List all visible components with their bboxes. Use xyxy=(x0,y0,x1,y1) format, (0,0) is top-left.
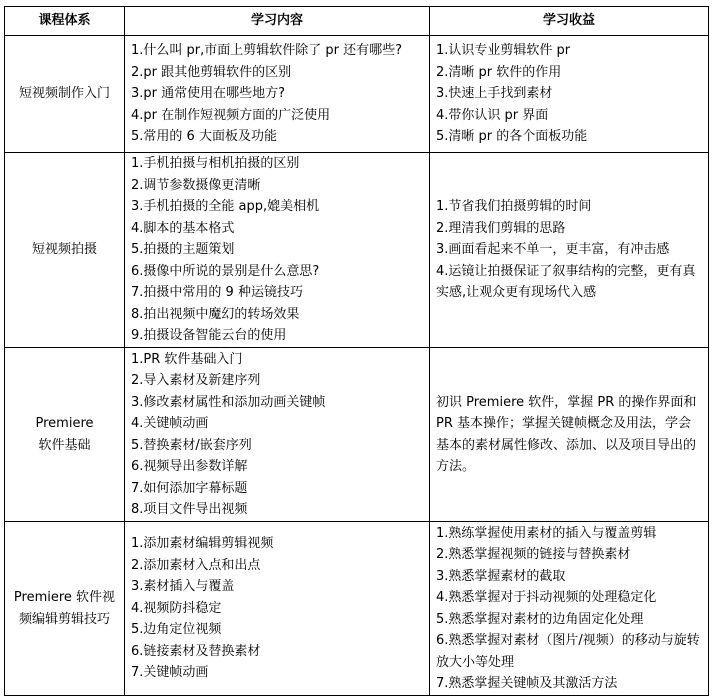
content-item: 6.链接素材及替换素材 xyxy=(131,643,261,659)
table-row xyxy=(5,36,709,153)
row-benefit xyxy=(430,348,709,522)
content-item: 3.修改素材属性和添加动画关键帧 xyxy=(131,394,326,410)
content-item: 7.如何添加字幕标题 xyxy=(131,480,248,496)
row-benefit xyxy=(430,153,709,348)
benefit-item: 3.熟悉掌握素材的截取 xyxy=(436,568,566,584)
content-item: 1.手机拍摄与相机拍摄的区别 xyxy=(131,156,300,172)
table-row xyxy=(5,153,709,348)
row-benefit xyxy=(430,36,709,153)
content-item: 2.pr 跟其他剪辑软件的区别 xyxy=(131,64,292,80)
content-item: 5.边角定位视频 xyxy=(131,622,222,638)
header-benefit: 学习收益 xyxy=(430,7,709,36)
content-item: 3.素材插入与覆盖 xyxy=(131,579,235,595)
row-category: 短视频拍摄 xyxy=(5,153,125,348)
benefit-item: 4.熟悉掌握对于抖动视频的处理稳定化 xyxy=(436,590,657,605)
row-content xyxy=(125,348,430,522)
content-item: 1.PR 软件基础入门 xyxy=(131,351,243,367)
benefit-item: 1.认识专业剪辑软件 pr xyxy=(436,43,571,59)
benefit-item: 3.画面看起来不单一，更丰富，有冲击感 xyxy=(436,242,670,258)
row-category: 短视频制作入门 xyxy=(5,36,125,153)
header-system: 课程体系 xyxy=(5,7,125,36)
category-line: 软件基础 xyxy=(38,437,91,453)
content-item: 5.替换素材/嵌套序列 xyxy=(131,437,252,453)
row-content xyxy=(125,522,430,696)
content-item: 4.脚本的基本格式 xyxy=(131,220,235,236)
header-content: 学习内容 xyxy=(125,7,430,36)
row-category xyxy=(5,522,125,696)
row-benefit xyxy=(430,522,709,696)
benefit-item: 2.清晰 pr 软件的作用 xyxy=(436,64,562,80)
content-item: 3.手机拍摄的全能 app,媲美相机 xyxy=(131,199,320,215)
content-item: 5.拍摄的主题策划 xyxy=(131,242,235,258)
benefit-item: 2.理清我们剪辑的思路 xyxy=(436,220,566,236)
category-line: 频编辑剪辑技巧 xyxy=(18,611,110,627)
content-item: 1.什么叫 pr,市面上剪辑软件除了 pr 还有哪些? xyxy=(131,43,403,59)
benefit-item: 3.快速上手找到素材 xyxy=(436,86,553,102)
content-item: 6.摄像中所说的景别是什么意思? xyxy=(131,263,320,279)
content-item: 2.导入素材及新建序列 xyxy=(131,373,261,388)
benefit-paragraph: 初识 Premiere 软件，掌握 PR 的操作界面和 PR 基本操作；掌握关键帧概念及用法，学会基本的素材属性修改、添加、以及项目导出的方法。 xyxy=(436,394,697,474)
content-item: 5.常用的 6 大面板及功能 xyxy=(131,129,277,145)
content-item: 1.添加素材编辑剪辑视频 xyxy=(131,536,274,552)
category-line: Premiere xyxy=(35,416,94,431)
benefit-item: 1.熟练掌握使用素材的插入与覆盖剪辑 xyxy=(436,525,657,541)
content-item: 9.拍摄设备智能云台的使用 xyxy=(131,328,287,344)
benefit-item: 5.熟悉掌握对素材的边角固定化处理 xyxy=(436,611,644,627)
row-category xyxy=(5,348,125,522)
content-item: 3.pr 通常使用在哪些地方? xyxy=(131,86,286,102)
content-item: 4.关键帧动画 xyxy=(131,416,209,431)
content-item: 4.pr 在制作短视频方面的广泛使用 xyxy=(131,107,331,123)
content-item: 2.调节参数摄像更清晰 xyxy=(131,177,261,193)
benefit-item: 6.熟悉掌握对素材（图片/视频）的移动与旋转放大小等处理 xyxy=(436,633,700,670)
content-item: 7.关键帧动画 xyxy=(131,665,209,681)
content-item: 6.视频导出参数详解 xyxy=(131,459,248,474)
content-item: 2.添加素材入点和出点 xyxy=(131,557,261,573)
content-item: 8.拍出视频中魔幻的转场效果 xyxy=(131,306,300,322)
category-line: Premiere 软件视 xyxy=(13,590,116,605)
header-row xyxy=(5,7,709,36)
table-row xyxy=(5,348,709,522)
benefit-item: 2.熟悉掌握视频的链接与替换素材 xyxy=(436,547,631,562)
benefit-item: 4.带你认识 pr 界面 xyxy=(436,107,549,123)
course-table xyxy=(4,6,709,696)
row-content xyxy=(125,153,430,348)
benefit-item: 4.运镜让拍摄保证了叙事结构的完整，更有真实感,让观众更有现场代入感 xyxy=(436,263,696,301)
benefit-item: 5.清晰 pr 的各个面板功能 xyxy=(436,129,588,145)
benefit-item: 1.节省我们拍摄剪辑的时间 xyxy=(436,199,592,215)
table-row xyxy=(5,522,709,696)
content-item: 4.视频防抖稳定 xyxy=(131,600,222,616)
content-item: 7.拍摄中常用的 9 种运镜技巧 xyxy=(131,285,303,301)
benefit-item: 7.熟悉掌握关键帧及其激活方法 xyxy=(436,676,618,691)
content-item: 8.项目文件导出视频 xyxy=(131,502,248,517)
row-content xyxy=(125,36,430,153)
